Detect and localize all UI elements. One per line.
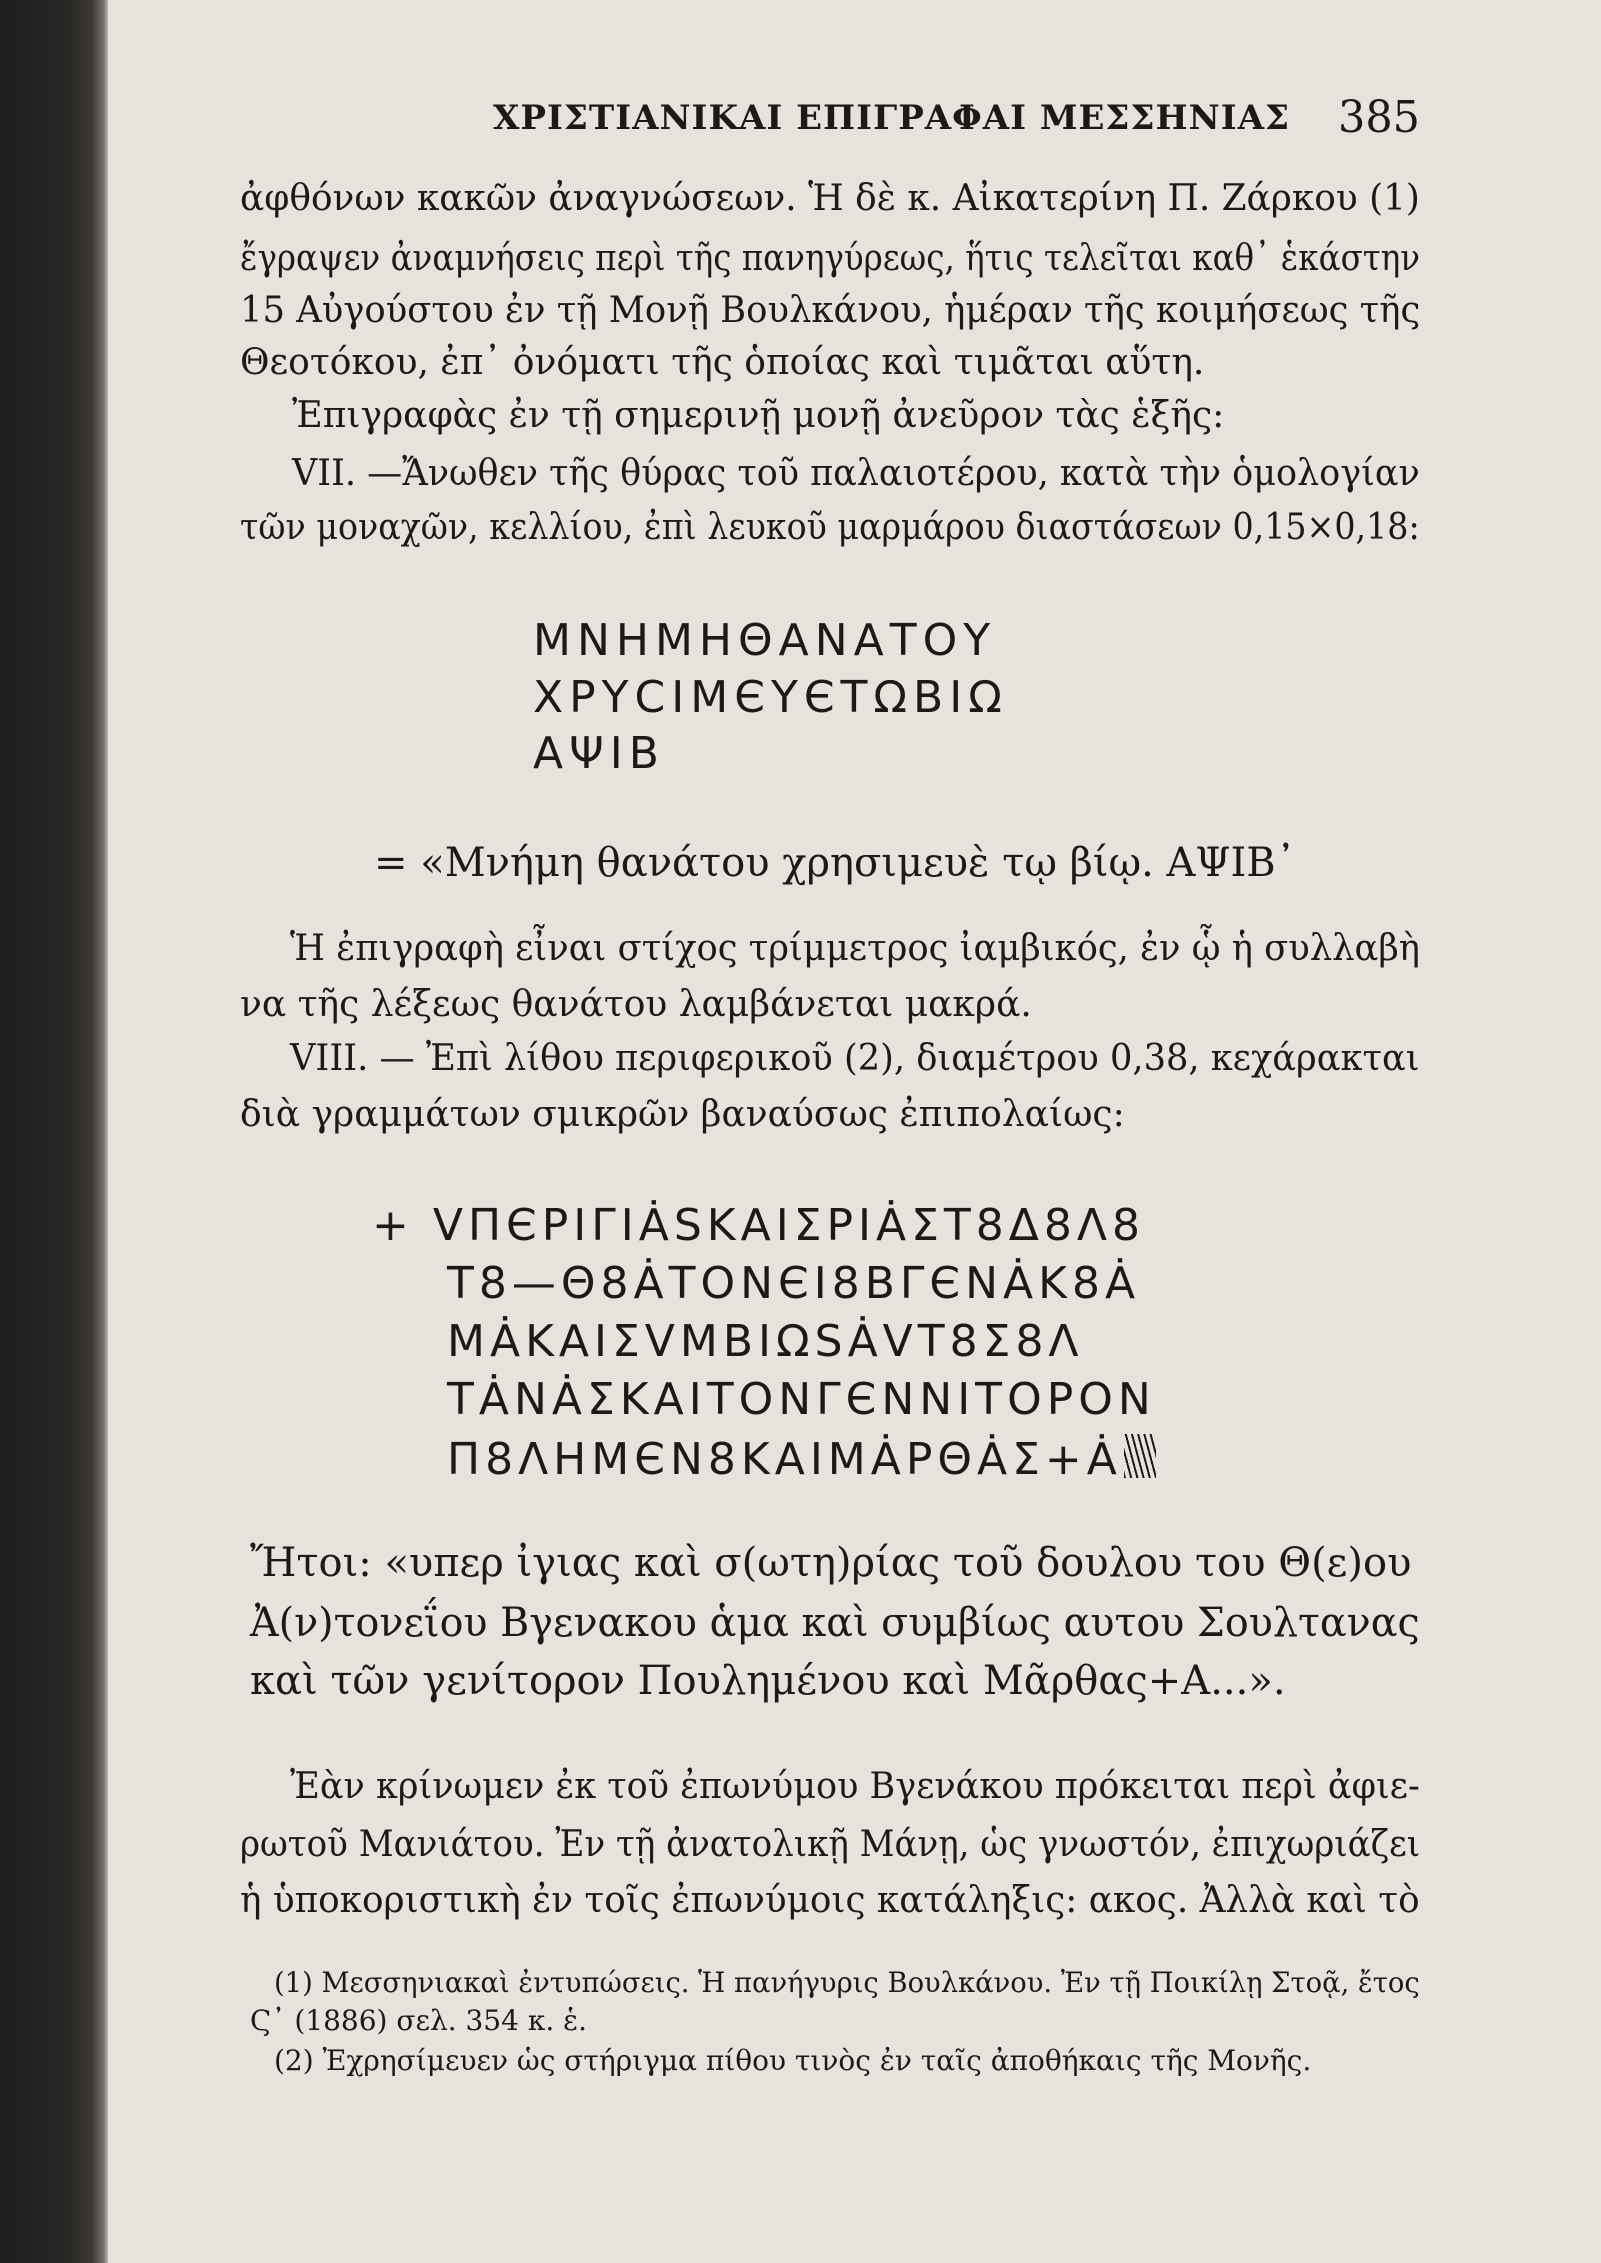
body-line-2: ἔγραψεν ἀναμνήσεις περὶ τῆς πανηγύρεως, ἥτις τελεῖται καθ᾽ ἑκάστην xyxy=(240,238,1421,279)
final-line-3: ἡ ὑποκοριστικὴ ἐν τοῖς ἐπωνύμοις κατάληξις: ακος. Ἀλλὰ καὶ τὸ xyxy=(240,1880,1420,1921)
footnote-1: (1) Μεσσηνιακαὶ ἐντυπώσεις. Ἡ πανήγυρις Βουλκάνου. Ἐν τῇ Ποικίλῃ Στοᾷ, ἔτος xyxy=(274,1966,1420,1999)
final-line-2: ρωτοῦ Μανιάτου. Ἐν τῇ ἀνατολικῇ Μάνῃ, ὡς γνωστόν, ἐπιχωριάζει xyxy=(240,1824,1421,1865)
page-number: 385 xyxy=(1338,92,1420,143)
inscription-viii-line-5: Π8ΛΗΜЄΝ8ΚΑΙΜȦΡΘȦΣ+Ȧ xyxy=(447,1434,1122,1485)
body-line-7: τῶν μοναχῶν, κελλίου, ἐπὶ λευκοῦ μαρμάρου διαστάσεων 0,15×0,18: xyxy=(240,507,1420,548)
body-line-3: 15 Αὐγούστου ἐν τῇ Μονῇ Βουλκάνου, ἡμέραν τῆς κοιμήσεως τῆς xyxy=(240,290,1421,331)
inscription-viii-line-5-wrap xyxy=(447,1434,1156,1485)
body-line-5: Ἐπιγραφὰς ἐν τῇ σημερινῇ μονῇ ἀνεῦρον τὰς ἑξῆς: xyxy=(292,395,1225,436)
middle-line-4: διὰ γραμμάτων σμικρῶν βαναύσως ἐπιπολαίως: xyxy=(240,1094,1125,1135)
middle-line-3: VIII. — Ἐπὶ λίθου περιφερικοῦ (2), διαμέτρου 0,38, κεχάρακται xyxy=(290,1038,1420,1079)
body-line-4: Θεοτόκου, ἐπ᾽ ὀνόματι τῆς ὁποίας καὶ τιμᾶται αὕτη. xyxy=(240,342,1205,383)
body-line-6: VII. —Ἄνωθεν τῆς θύρας τοῦ παλαιοτέρου, κατὰ τὴν ὁμολογίαν xyxy=(292,453,1420,494)
running-header-title: ΧΡΙΣΤΙΑΝΙΚΑΙ ΕΠΙΓΡΑΦΑΙ ΜΕΣΣΗΝΙΑΣ xyxy=(493,98,1291,138)
inscription-vii-reading: = «Μνήμη θανάτου χρησιμευὲ τῳ βίῳ. ΑΨΙΒ᾽ xyxy=(374,840,1296,886)
inscription-vii-line-2: ΧΡΥCΙΜЄΥЄΤΩΒΙΩ xyxy=(533,672,1008,723)
middle-line-1: Ἡ ἐπιγραφὴ εἶναι στίχος τρίμμετρος ἰαμβικός, ἐν ᾧ ἡ συλλαβὴ xyxy=(290,928,1420,969)
footnote-1-cont: Ϛ᾽ (1886) σελ. 354 κ. ἑ. xyxy=(250,2004,588,2037)
inscription-viii-line-4: ΤȦΝȦΣΚΑΙΤΟΝΓЄΝΝΙΤΟΡΟΝ xyxy=(447,1374,1156,1425)
body-line-1: ἀφθόνων κακῶν ἀναγνώσεων. Ἡ δὲ κ. Αἰκατερίνη Π. Ζάρκου (1) xyxy=(240,178,1420,219)
final-line-1: Ἐὰν κρίνωμεν ἐκ τοῦ ἐπωνύμου Βγενάκου πρόκειται περὶ ἀφιε- xyxy=(290,1766,1420,1807)
inscription-viii-line-2: Τ8—Θ8ȦΤΟΝЄΙ8ΒΓЄΝȦΚ8Ȧ xyxy=(447,1258,1141,1309)
reading-viii-line-1: Ἤτοι: «υπερ ἰγιας καὶ σ(ωτη)ρίας τοῦ δουλου του Θ(ε)ου xyxy=(250,1540,1412,1586)
inscription-vii-line-1: ΜΝΗΜΗΘΑΝΑΤΟΥ xyxy=(533,615,997,666)
inscription-viii-line-3: ΜȦΚΑΙΣVΜΒΙΩSȦVΤ8Σ8Λ xyxy=(447,1316,1084,1367)
inscription-viii-line-1: + VΠЄΡΙΓΙȦSΚΑΙΣΡΙȦΣΤ8Δ8Λ8 xyxy=(372,1200,1145,1251)
footnote-2: (2) Ἐχρησίμευεν ὡς στήριγμα πίθου τινὸς ἐν ταῖς ἀποθήκαις τῆς Μονῆς. xyxy=(274,2044,1312,2077)
reading-viii-line-2: Ἀ(ν)τονεΐου Βγενακου ἁμα καὶ συμβίως αυτου Σουλτανας xyxy=(250,1600,1420,1646)
damaged-stone-hatch-icon xyxy=(1124,1434,1156,1478)
middle-line-2: να τῆς λέξεως θανάτου λαμβάνεται μακρά. xyxy=(240,984,1032,1025)
inscription-vii-line-3: ΑΨΙΒ xyxy=(533,728,665,779)
reading-viii-line-3: καὶ τῶν γενίτορον Πουλημένου καὶ Μᾶρθας+Α...». xyxy=(250,1658,1286,1704)
